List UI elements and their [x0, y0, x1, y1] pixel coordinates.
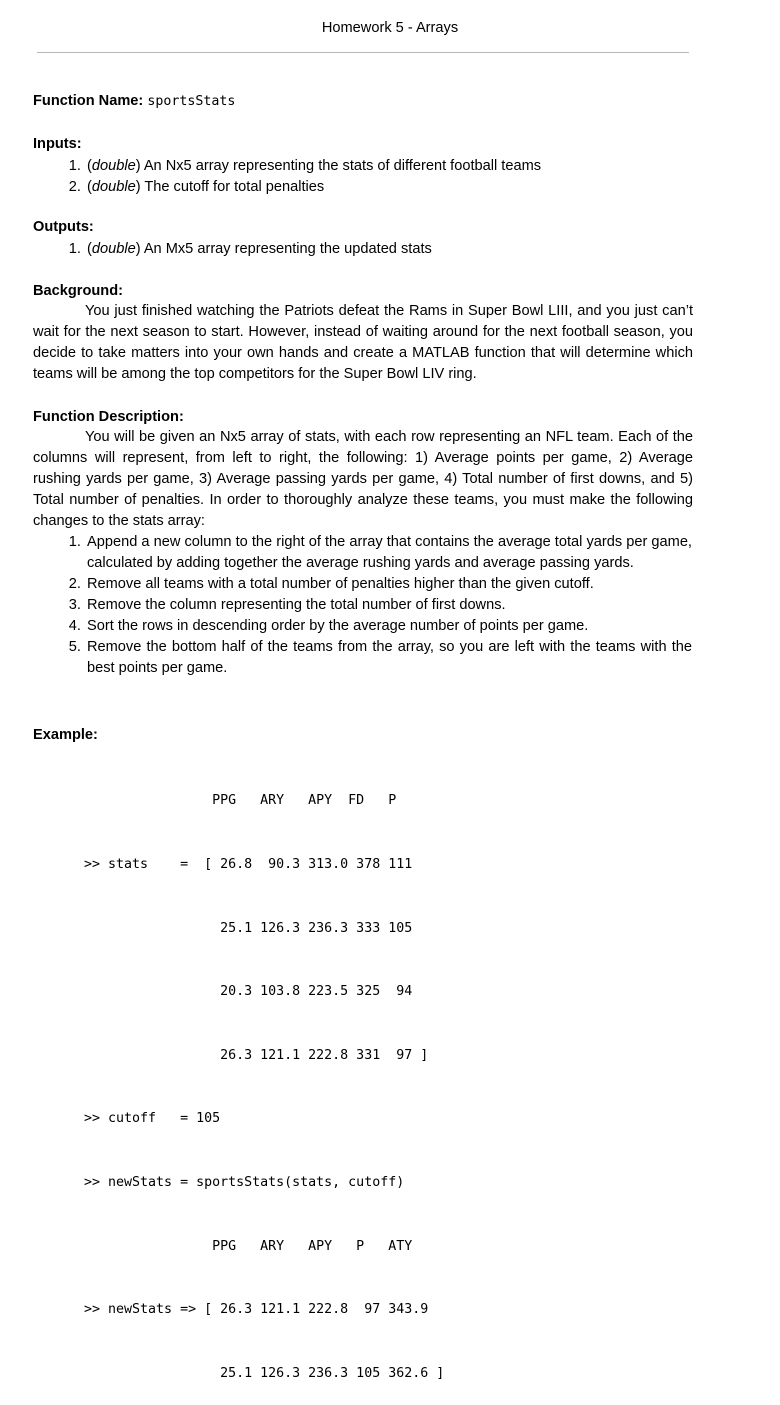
list-item: 1. (double) An Nx5 array representing the stats of different football teams	[85, 156, 693, 177]
code-line: PPG ARY APY FD P	[84, 793, 397, 809]
code-line: 25.1 126.3 236.3 105 362.6 ]	[84, 1365, 445, 1381]
code-line: PPG ARY APY P ATY	[84, 1238, 413, 1254]
list-item: 2. (double) The cutoff for total penalties	[85, 177, 693, 198]
list-item: 4. Sort the rows in descending order by the average number of points per game.	[85, 616, 692, 637]
input-type: double	[91, 179, 136, 195]
background-heading: Background:	[33, 283, 123, 299]
outputs-list	[33, 239, 693, 260]
background-section	[33, 283, 693, 385]
function-name-line	[33, 93, 693, 109]
outputs-heading: Outputs:	[33, 219, 94, 235]
list-item: 5. Remove the bottom half of the teams from the array, so you are left with the teams with the best points per game.	[85, 637, 692, 679]
inputs-heading: Inputs:	[33, 136, 82, 152]
description-steps	[33, 532, 692, 679]
background-paragraph: You just finished watching the Patriots defeat the Rams in Super Bowl LIII, and you just can’t wait for the next season to start. However, instead of waiting around for the next football season, you decide to take matters into your own hands and create a MATLAB function that will determine which teams will be among the top competitors for the Super Bowl LIV ring.	[33, 303, 693, 382]
code-line: >> stats = [ 26.8 90.3 313.0 378 111	[84, 857, 413, 872]
input-description: The cutoff for total penalties	[144, 179, 325, 195]
inputs-section	[33, 136, 693, 198]
code-line: >> newStats = sportsStats(stats, cutoff)	[84, 1174, 405, 1190]
function-name-value: sportsStats	[147, 94, 236, 109]
description-section	[33, 409, 693, 679]
code-line: 26.3 121.1 222.8 331 97 ]	[84, 1047, 429, 1063]
list-item: 1. Append a new column to the right of the array that contains the average total yards per game, calculated by adding together the average rushing yards and average passing yards.	[85, 532, 692, 574]
code-line: >> newStats => [ 26.3 121.1 222.8 97 343.9	[84, 1302, 429, 1318]
example-code-block	[84, 748, 444, 1405]
output-type: double	[91, 241, 136, 257]
page-title: Homework 5 - Arrays	[321, 20, 459, 36]
output-description: An Mx5 array representing the updated stats	[143, 241, 432, 257]
input-description: An Nx5 array representing the stats of different football teams	[143, 158, 542, 174]
code-line: >> cutoff = 105	[84, 1111, 221, 1127]
header-divider	[37, 52, 689, 53]
outputs-section	[33, 219, 693, 260]
list-item: 3. Remove the column representing the total number of first downs.	[85, 595, 692, 616]
description-heading: Function Description:	[33, 409, 184, 425]
function-name-label: Function Name:	[33, 93, 144, 109]
example-heading: Example:	[33, 727, 98, 743]
input-type: double	[91, 158, 136, 174]
code-line: 25.1 126.3 236.3 333 105	[84, 920, 413, 936]
inputs-list	[33, 156, 693, 198]
list-item: 2. Remove all teams with a total number of penalties higher than the given cutoff.	[85, 574, 692, 595]
code-line: 20.3 103.8 223.5 325 94	[84, 984, 413, 1000]
list-item: 1. (double) An Mx5 array representing the updated stats	[85, 239, 693, 260]
description-paragraph: You will be given an Nx5 array of stats, with each row representing an NFL team. Each of the columns will represent, from left to right, the following: 1) Average points per game, 2) Average rushing yards per game, 3) Average passing yards per game, 4) Total number of first downs, and 5) Total number of penalties. In order to thoroughly analyze these teams, you must make the following changes to the stats array:	[33, 429, 693, 529]
